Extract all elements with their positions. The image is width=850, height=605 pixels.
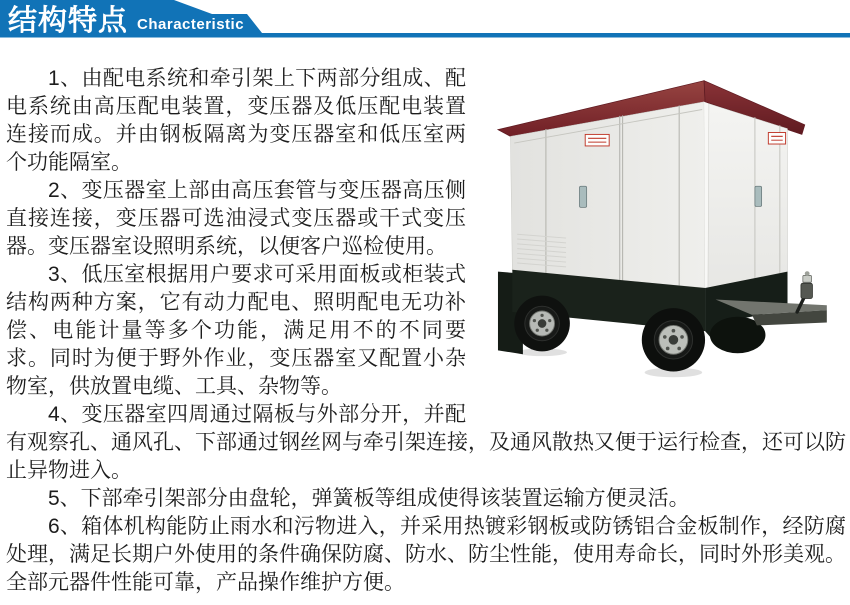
feature-paragraph-4: 4、变压器室四周通过隔板与外部分开，并配有观察孔、通风孔、下部通过钢丝网与牵引架连接，及通风散热又便于运行检查，还可以防止异物进入。 (6, 403, 846, 482)
feature-paragraph-3: 3、低压室根据用户要求可采用面板或柜装式结构两种方案，它有动力配电、照明配电无功补偿、电能计量等多个功能，满足用不的不同要求。同时为便于野外作业，变压器室又配置小杂物室，供放置电缆、工具、杂物等。 (6, 263, 466, 398)
wheel-right (642, 308, 705, 377)
feature-paragraph-2: 2、变压器室上部由高压套管与变压器高压侧直接连接，变压器可选油浸式变压器或干式变压器。变压器室设照明系统，以便客户巡检使用。 (6, 179, 466, 258)
feature-paragraph-5: 5、下部牵引架部分由盘轮，弹簧板等组成使得该装置运输方便灵活。 (48, 487, 690, 510)
feature-paragraph-6: 6、箱体机构能防止雨水和污物进入，并采用热镀彩钢板或防锈铝合金板制作，经防腐处理，满足长期户外使用的条件确保防腐、防水、防尘性能，使用寿命长，同时外形美观。全部元器件性能可靠，产品操作维护方便。 (6, 515, 846, 594)
feature-text-block (0, 38, 850, 597)
cabinet-body (510, 102, 787, 288)
page-title-en: Characteristic (137, 16, 245, 33)
section-banner (0, 0, 850, 38)
door-handle-side (755, 186, 762, 206)
page-title-zh: 结构特点 (8, 5, 129, 37)
banner-titles (8, 0, 244, 38)
product-photo-mobile-substation (474, 73, 846, 407)
door-handle-front (579, 186, 586, 207)
feature-paragraph-1: 1、由配电系统和牵引架上下两部分组成、配电系统由高压配电装置，变压器及低压配电装置连接而成。并由钢板隔离为变压器室和低压室两个功能隔室。 (6, 67, 466, 174)
brand-badge-side (768, 133, 785, 145)
substation-trailer-drawing (474, 73, 846, 407)
brand-badge-front (585, 134, 609, 146)
